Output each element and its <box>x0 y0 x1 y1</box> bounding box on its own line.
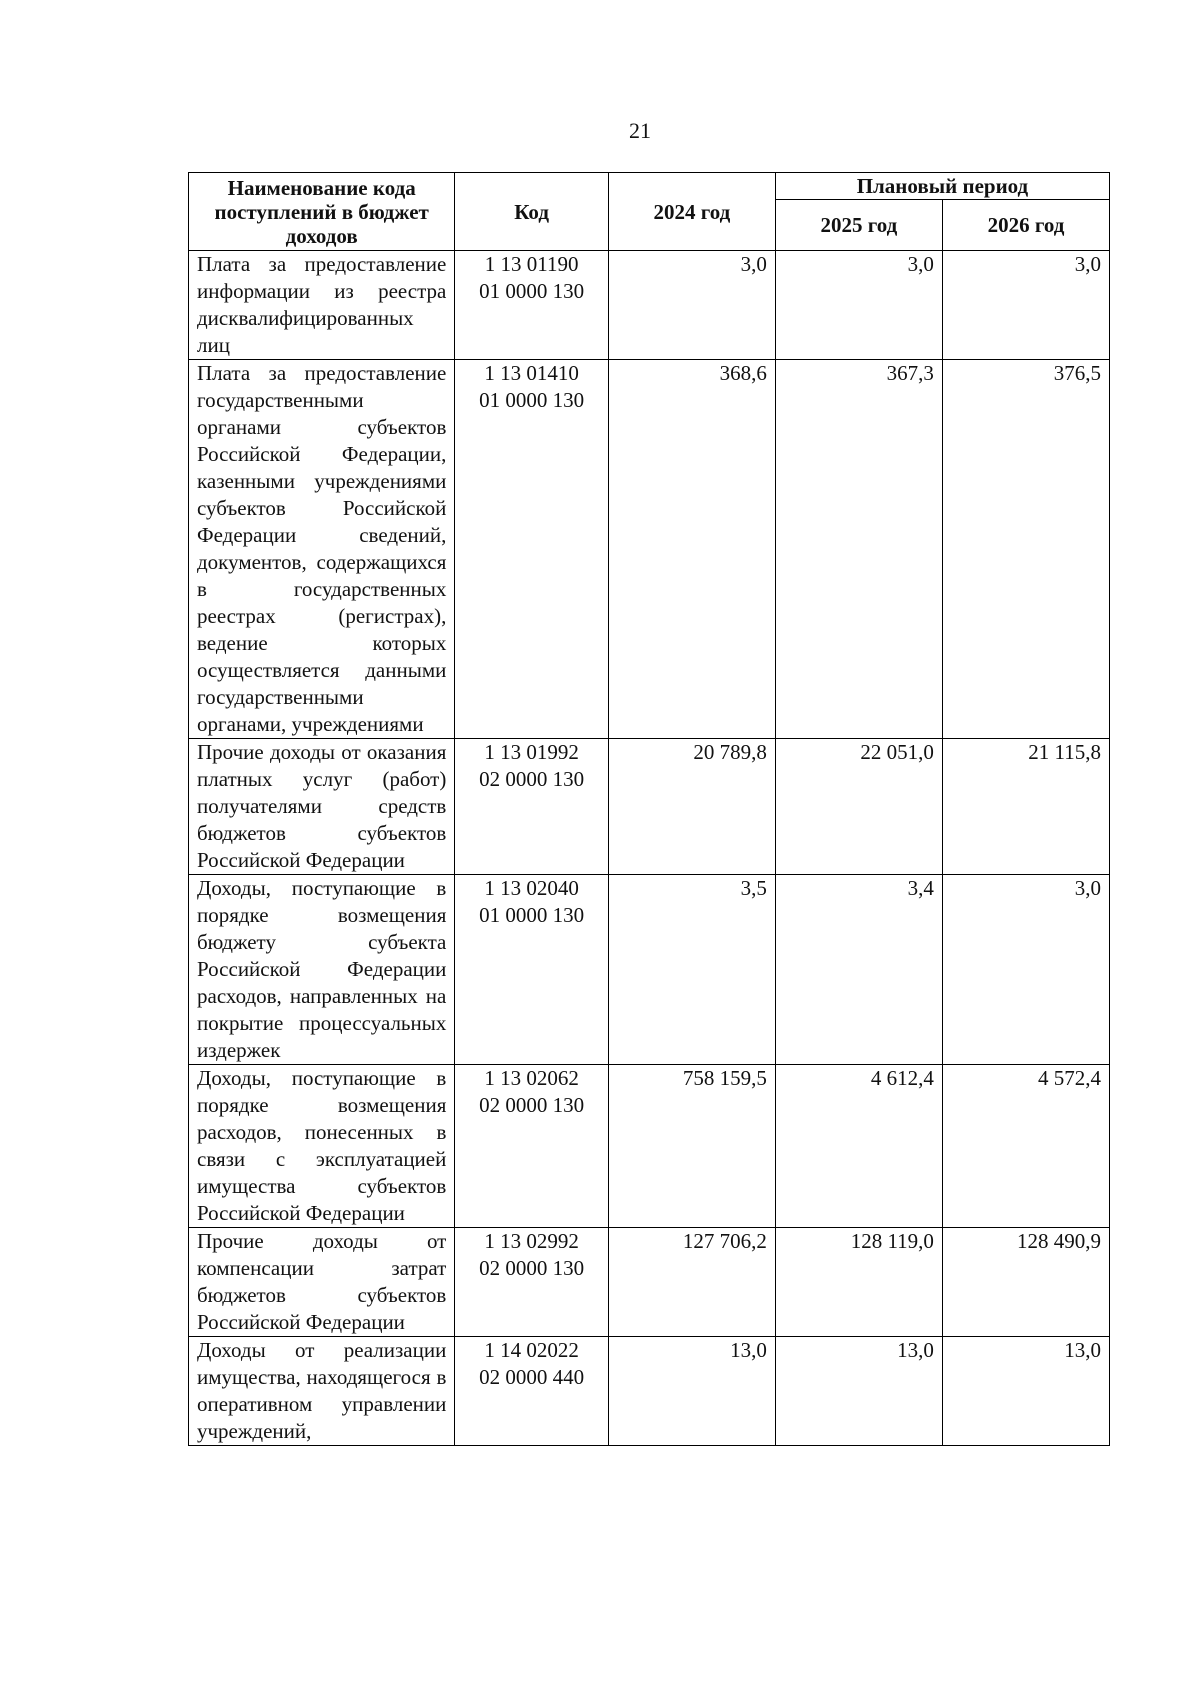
row-name: Доходы, поступающие в порядке возмещения бюджету субъекта Российской Федерации расходов, направленных на покрытие процессуальных издержек <box>189 875 455 1065</box>
code-part-2: 02 0000 130 <box>479 1256 585 1280</box>
value-2026: 21 115,8 <box>942 739 1109 875</box>
code-part-1: 1 13 01190 <box>484 252 579 276</box>
row-code <box>455 1337 609 1446</box>
value-2026: 128 490,9 <box>942 1228 1109 1337</box>
value-2026: 3,0 <box>942 251 1109 360</box>
code-part-2: 02 0000 440 <box>479 1365 585 1389</box>
header-2026: 2026 год <box>942 200 1109 251</box>
code-part-1: 1 14 02022 <box>484 1338 579 1362</box>
value-2024: 758 159,5 <box>608 1065 775 1228</box>
value-2026: 4 572,4 <box>942 1065 1109 1228</box>
value-2025: 3,0 <box>775 251 942 360</box>
value-2026: 376,5 <box>942 360 1109 739</box>
value-2026: 3,0 <box>942 875 1109 1065</box>
code-part-2: 02 0000 130 <box>479 1093 585 1117</box>
code-part-2: 01 0000 130 <box>479 279 585 303</box>
code-part-1: 1 13 02040 <box>484 876 579 900</box>
code-part-2: 01 0000 130 <box>479 903 585 927</box>
value-2024: 368,6 <box>608 360 775 739</box>
value-2026: 13,0 <box>942 1337 1109 1446</box>
row-code <box>455 360 609 739</box>
header-planned-period: Плановый период <box>775 173 1109 200</box>
value-2025: 4 612,4 <box>775 1065 942 1228</box>
table-row <box>189 1228 1110 1337</box>
code-part-2: 01 0000 130 <box>479 388 585 412</box>
header-2024: 2024 год <box>608 173 775 251</box>
header-name: Наименование кода поступлений в бюджет доходов <box>189 173 455 251</box>
value-2024: 3,5 <box>608 875 775 1065</box>
value-2024: 20 789,8 <box>608 739 775 875</box>
table-row <box>189 739 1110 875</box>
row-name: Плата за предоставление информации из реестра дисквалифицированных лиц <box>189 251 455 360</box>
revenue-table <box>188 172 1110 1446</box>
row-name: Доходы от реализации имущества, находящегося в оперативном управлении учреждений, <box>189 1337 455 1446</box>
table-row <box>189 1337 1110 1446</box>
value-2025: 3,4 <box>775 875 942 1065</box>
value-2025: 22 051,0 <box>775 739 942 875</box>
row-code <box>455 251 609 360</box>
value-2024: 127 706,2 <box>608 1228 775 1337</box>
row-name: Плата за предоставление государственными органами субъектов Российской Федерации, казенными учреждениями субъектов Российской Федерации сведений, документов, содержащихся в государственных реестрах (регистрах), ведение которых осуществляется данными государственными органами, учреждениями <box>189 360 455 739</box>
row-code <box>455 1065 609 1228</box>
code-part-1: 1 13 01410 <box>484 361 579 385</box>
header-code: Код <box>455 173 609 251</box>
row-code <box>455 1228 609 1337</box>
value-2025: 128 119,0 <box>775 1228 942 1337</box>
table-row <box>189 875 1110 1065</box>
code-part-1: 1 13 02062 <box>484 1066 579 1090</box>
header-2025: 2025 год <box>775 200 942 251</box>
table-row <box>189 251 1110 360</box>
row-name: Прочие доходы от оказания платных услуг (работ) получателями средств бюджетов субъектов Российской Федерации <box>189 739 455 875</box>
value-2024: 3,0 <box>608 251 775 360</box>
code-part-1: 1 13 01992 <box>484 740 579 764</box>
page-number: 21 <box>629 118 651 143</box>
row-name: Доходы, поступающие в порядке возмещения расходов, понесенных в связи с эксплуатацией имущества субъектов Российской Федерации <box>189 1065 455 1228</box>
row-code <box>455 875 609 1065</box>
row-code <box>455 739 609 875</box>
value-2025: 367,3 <box>775 360 942 739</box>
code-part-2: 02 0000 130 <box>479 767 585 791</box>
code-part-1: 1 13 02992 <box>484 1229 579 1253</box>
value-2025: 13,0 <box>775 1337 942 1446</box>
table-row <box>189 1065 1110 1228</box>
value-2024: 13,0 <box>608 1337 775 1446</box>
row-name: Прочие доходы от компенсации затрат бюджетов субъектов Российской Федерации <box>189 1228 455 1337</box>
table-row <box>189 360 1110 739</box>
